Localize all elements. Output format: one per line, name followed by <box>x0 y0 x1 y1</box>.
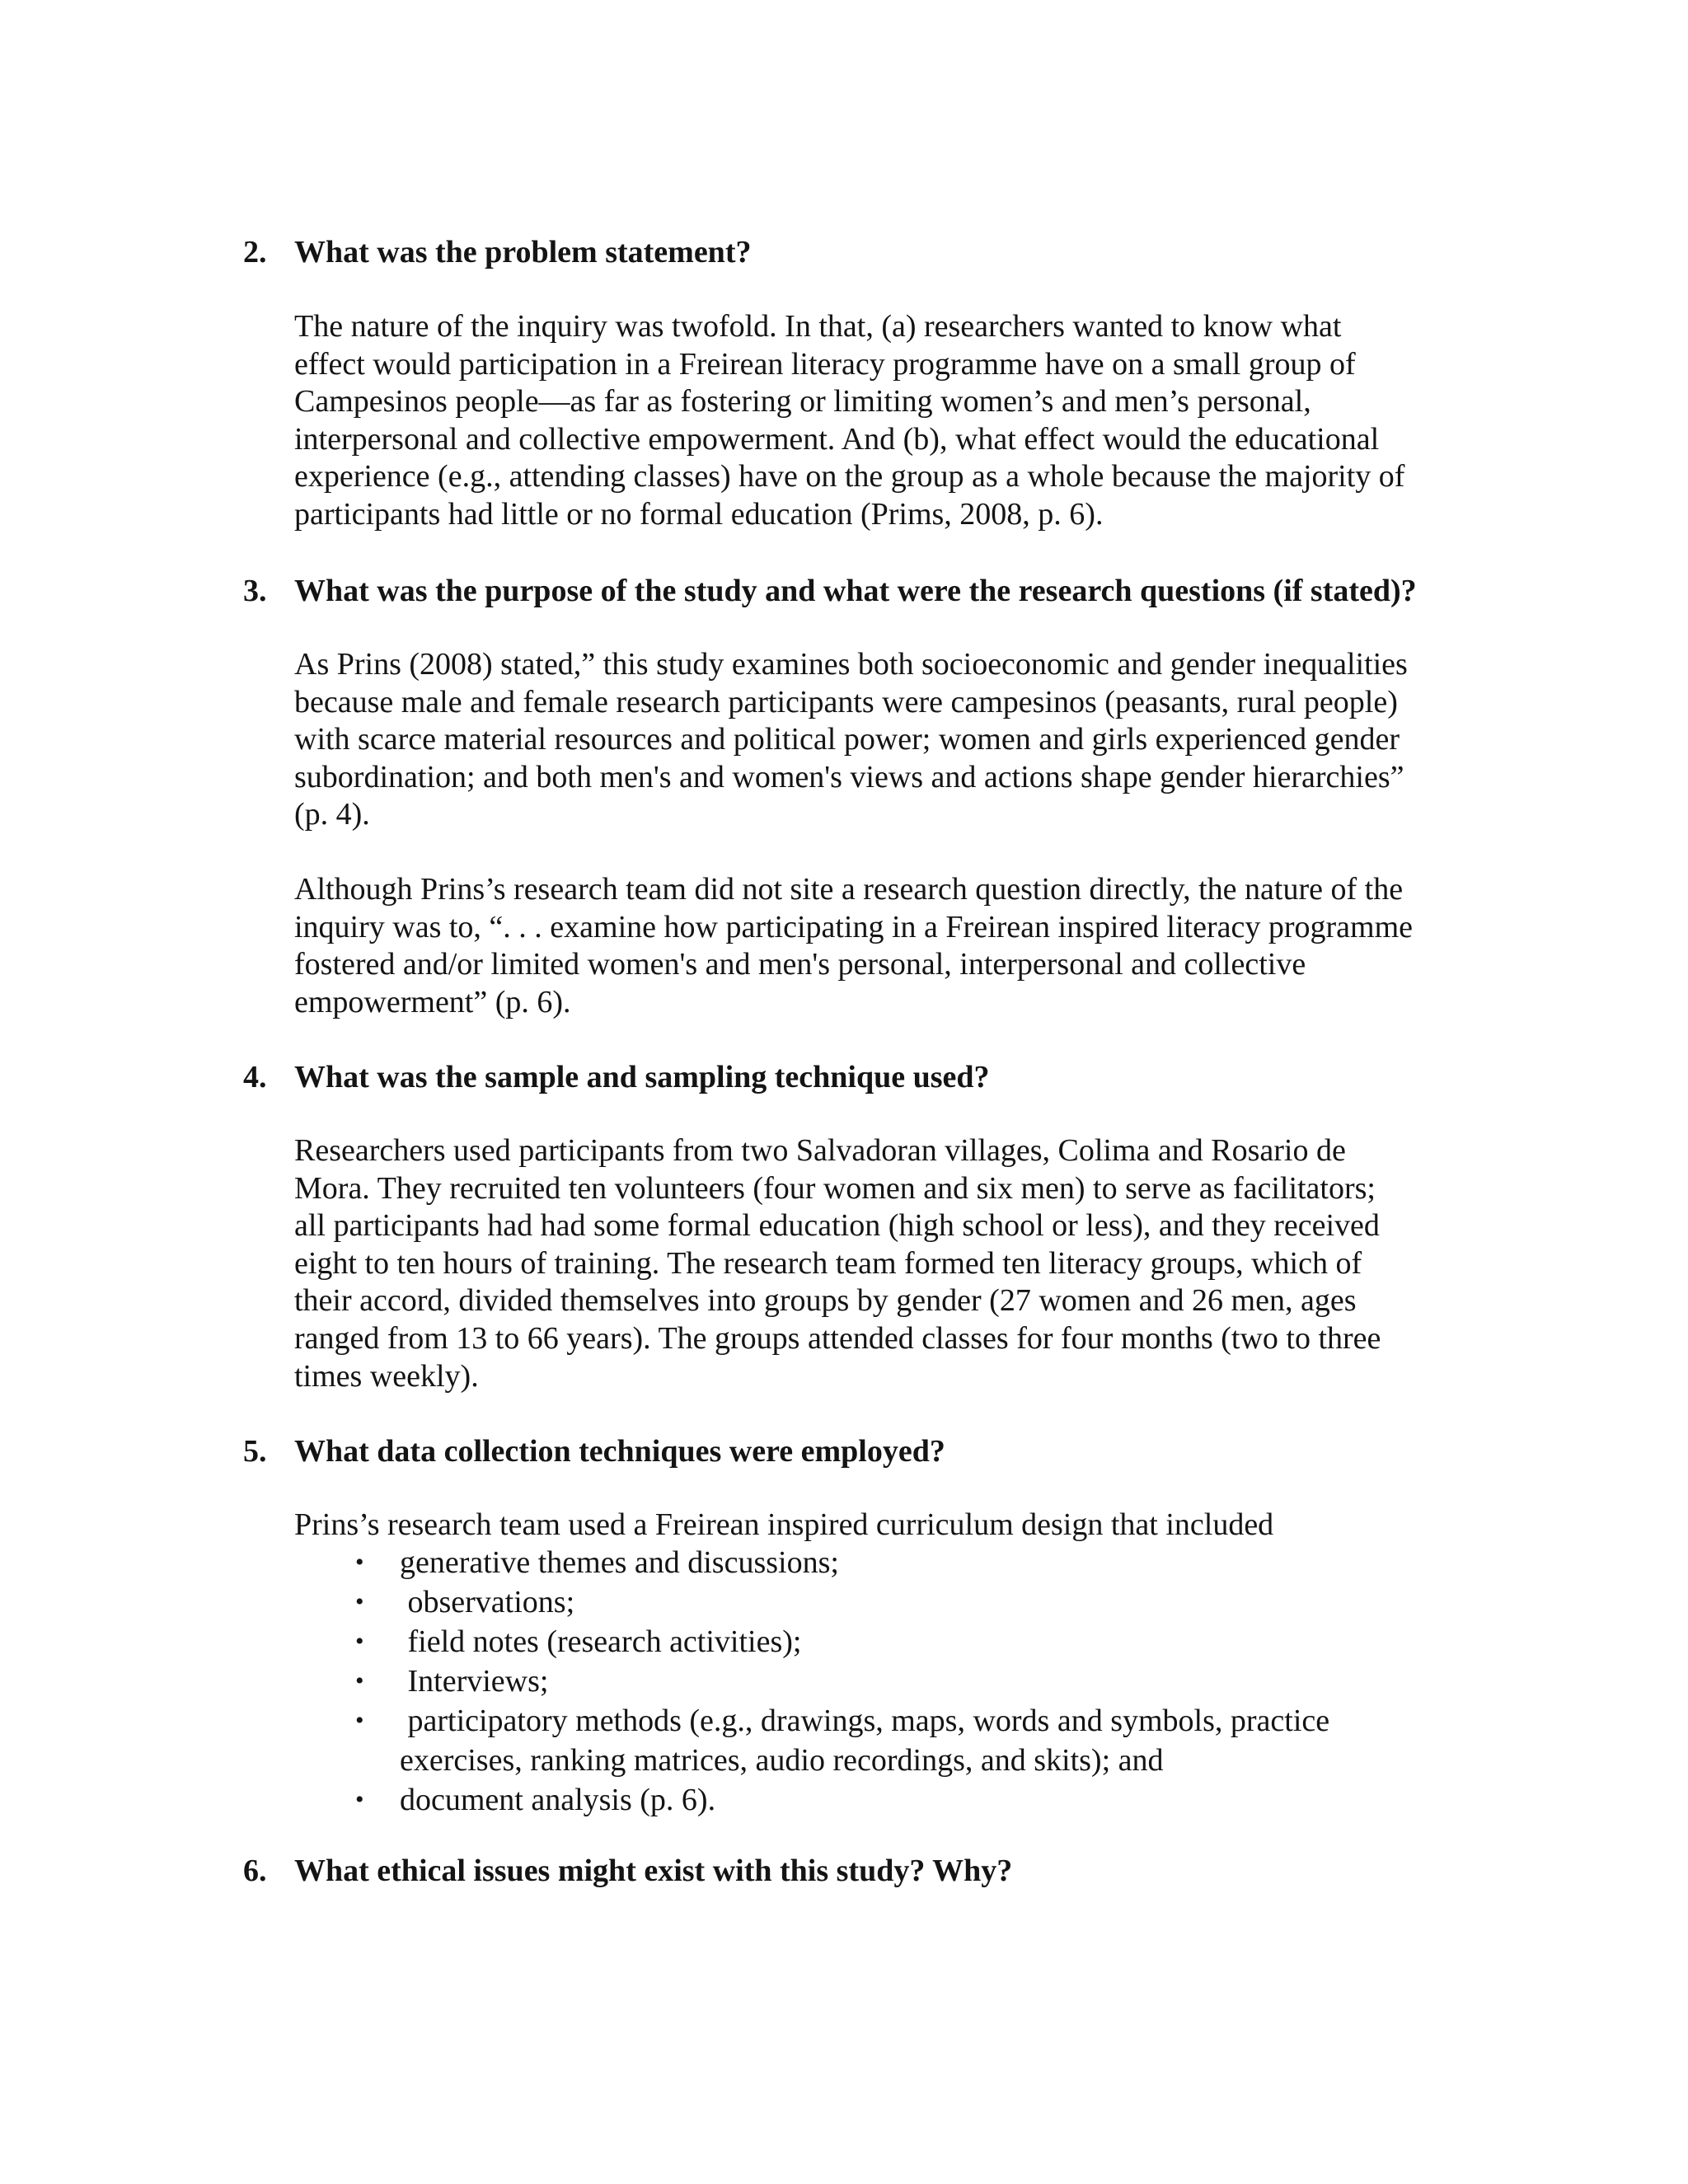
question-number: 5. <box>243 1434 267 1469</box>
text-line: empowerment” (p. 6). <box>294 984 571 1019</box>
question-5-intro <box>294 1507 1273 1544</box>
text-line: As Prins (2008) stated,” this study examines both socioeconomic and gender inequalities <box>294 647 1408 682</box>
text-line: participatory methods (e.g., drawings, maps, words and symbols, practice <box>400 1704 1330 1738</box>
text-line: participants had little or no formal education (Prims, 2008, p. 6). <box>294 496 1104 532</box>
question-4-heading <box>243 1058 990 1096</box>
bullet-icon: • <box>355 1707 364 1734</box>
text-line: observations; <box>400 1585 575 1619</box>
text-line: Researchers used participants from two Salvadoran villages, Colima and Rosario de <box>294 1133 1346 1168</box>
text-line: (p. 4). <box>294 797 370 832</box>
text-line: interpersonal and collective empowerment. And (b), what effect would the educational <box>294 421 1380 457</box>
text-line: subordination; and both men's and women's views and actions shape gender hierarchies” <box>294 759 1404 794</box>
text-line: times weekly). <box>294 1358 479 1394</box>
text-line: fostered and/or limited women's and men's personal, interpersonal and collective <box>294 947 1306 982</box>
text-line: document analysis (p. 6). <box>400 1783 716 1817</box>
question-number: 3. <box>243 574 267 608</box>
text-line: generative themes and discussions; <box>400 1545 839 1580</box>
text-line: Although Prins’s research team did not site a research question directly, the nature of the <box>294 872 1404 907</box>
question-3-answer-paragraph-2 <box>294 871 1413 1021</box>
text-line: experience (e.g., attending classes) have on the group as a whole because the majority of <box>294 459 1405 494</box>
question-number: 4. <box>243 1060 267 1094</box>
question-2-heading <box>243 233 751 271</box>
question-text: What was the problem statement? <box>294 235 752 269</box>
bullet-icon: • <box>355 1549 364 1576</box>
bullet-icon: • <box>355 1628 364 1655</box>
text-line: Mora. They recruited ten volunteers (four women and six men) to serve as facilitators; <box>294 1170 1376 1206</box>
question-5-heading <box>243 1432 945 1470</box>
bullet-icon: • <box>355 1786 364 1813</box>
text-line: all participants had had some formal education (high school or less), and they received <box>294 1208 1380 1244</box>
list-item <box>294 1622 1329 1661</box>
data-collection-list <box>294 1543 1329 1820</box>
question-4-answer <box>294 1132 1381 1395</box>
text-line: exercises, ranking matrices, audio recordings, and skits); and <box>400 1743 1164 1778</box>
question-text: What was the sample and sampling technique used? <box>294 1060 990 1094</box>
question-2-answer <box>294 308 1404 534</box>
question-6-heading <box>243 1852 1012 1890</box>
bullet-icon: • <box>355 1667 364 1694</box>
text-line: Prins’s research team used a Freirean inspired curriculum design that included <box>294 1507 1274 1542</box>
text-line: eight to ten hours of training. The research team formed ten literacy groups, which of <box>294 1245 1362 1281</box>
text-line: ranged from 13 to 66 years). The groups attended classes for four months (two to three <box>294 1320 1381 1356</box>
question-text: What was the purpose of the study and what were the research questions (if stated)? <box>294 574 1417 608</box>
text-line: field notes (research activities); <box>400 1624 802 1659</box>
question-number: 2. <box>243 235 267 269</box>
question-number: 6. <box>243 1854 267 1888</box>
text-line: effect would participation in a Freirean literacy programme have on a small group of <box>294 346 1356 382</box>
list-item <box>294 1780 1329 1820</box>
question-text: What ethical issues might exist with this study? Why? <box>294 1854 1013 1888</box>
list-item <box>294 1543 1329 1582</box>
text-line: with scarce material resources and political power; women and girls experienced gender <box>294 722 1400 757</box>
text-line: because male and female research participants were campesinos (peasants, rural people) <box>294 684 1398 719</box>
question-text: What data collection techniques were employed? <box>294 1434 945 1469</box>
question-3-heading <box>243 572 1417 610</box>
list-item <box>294 1701 1329 1780</box>
list-item <box>294 1582 1329 1622</box>
text-line: inquiry was to, “. . . examine how participating in a Freirean inspired literacy programme <box>294 909 1414 944</box>
bullet-icon: • <box>355 1588 364 1615</box>
list-item <box>294 1661 1329 1701</box>
text-line: Campesinos people—as far as fostering or limiting women’s and men’s personal, <box>294 384 1311 419</box>
text-line: Interviews; <box>400 1664 549 1699</box>
text-line: The nature of the inquiry was twofold. In that, (a) researchers wanted to know what <box>294 309 1342 344</box>
text-line: their accord, divided themselves into groups by gender (27 women and 26 men, ages <box>294 1283 1357 1319</box>
question-3-answer-paragraph-1 <box>294 646 1408 834</box>
